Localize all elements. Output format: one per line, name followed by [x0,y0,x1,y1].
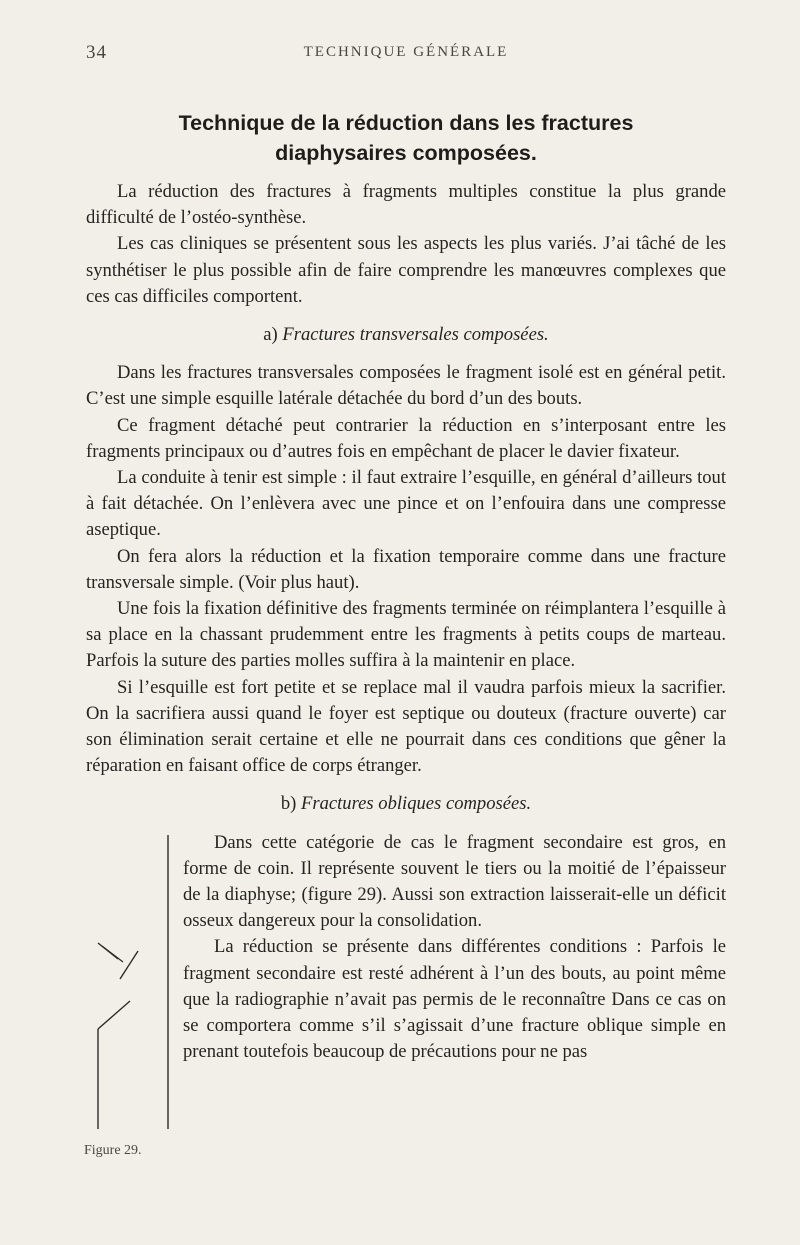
paragraph-a-4: On fera alors la réduction et la fixation temporaire comme dans une fracture transversale simple. (Voir plus haut). [86,545,726,593]
section-b-title: Fractures obliques composées. [301,793,532,815]
paragraph-intro-2: Les cas cliniques se présentent sous les aspects les plus variés. J’ai tâché de les synthétiser le plus possible afin de faire comprendre les manœuvres complexes que ces cas difficiles comportent. [86,233,726,307]
chapter-title-line2: diaphysaires composées. [275,141,537,165]
paragraph-b-2: La réduction se présente dans différentes conditions : Parfois le fragment secondaire est resté adhérent à l’un des bouts, au point même que la radiographie n’avait pas permis de le reconnaître Dans ce cas on se comportera comme s’il s’agissait d’une fracture oblique simple en prenant toutefois beaucoup de précautions pour ne pas [183,936,726,1063]
fracture-line-lower [98,1001,130,1029]
paragraph-intro-1: La réduction des fractures à fragments multiples constitue la plus grande difficulté de l’ostéo-synthèse. [86,181,726,229]
figure-caption: Figure 29. [84,1142,142,1158]
section-heading-b [86,791,726,817]
figure-29-drawing [90,833,172,1133]
paragraph-a-3: La conduite à tenir est simple : il faut extraire l’esquille, en général d’ailleurs tout à fait détachée. On l’enlèvera avec une pince et on l’enfouira dans une compresse aseptique. [86,467,726,541]
section-heading-a [86,322,726,348]
paragraph-a-5: Une fois la fixation définitive des fragments terminée on réimplantera l’esquille à sa place en la chassant prudemment entre les fragments à petits coups de marteau. Parfois la suture des parties molles suffira à la maintenir en place. [86,598,726,672]
figure-29 [84,833,177,1159]
page-number: 34 [86,42,107,63]
fracture-line-upper-2 [102,946,123,962]
wedge-fragment-edge [120,951,138,979]
chapter-title-line1: Technique de la réduction dans les fractures [178,111,634,135]
chapter-title [86,108,726,168]
section-b-label: b) [280,793,297,815]
page-header [86,42,726,72]
paragraph-b-1: Dans cette catégorie de cas le fragment secondaire est gros, en forme de coin. Il représente souvent le tiers ou la moitié de l’épaisseur de la diaphyse; (figure 29). Aussi son extraction laisserait-elle un déficit osseux dangereux pour la consolidation. [183,831,726,932]
running-title: TECHNIQUE GÉNÉRALE [303,44,509,60]
section-a-title: Fractures transversales composées. [282,324,549,346]
paragraph-a-6: Si l’esquille est fort petite et se replace mal il vaudra parfois mieux la sacrifier. On la sacrifiera aussi quand le foyer est septique ou douteux (fracture ouverte) car son élimination serait certaine et elle ne pourrait dans ces conditions que gêner la réparation en faisant office de corps étranger. [86,676,726,777]
paragraph-a-1: Dans les fractures transversales composées le fragment isolé est en général petit. C’est une simple esquille latérale détachée du bord d’un des bouts. [86,362,726,410]
section-a-label: a) [263,324,278,346]
paragraph-a-2: Ce fragment détaché peut contrarier la réduction en s’interposant entre les fragments principaux ou d’autres fois en empêchant de placer le davier fixateur. [86,414,726,462]
body-text [86,179,726,1159]
